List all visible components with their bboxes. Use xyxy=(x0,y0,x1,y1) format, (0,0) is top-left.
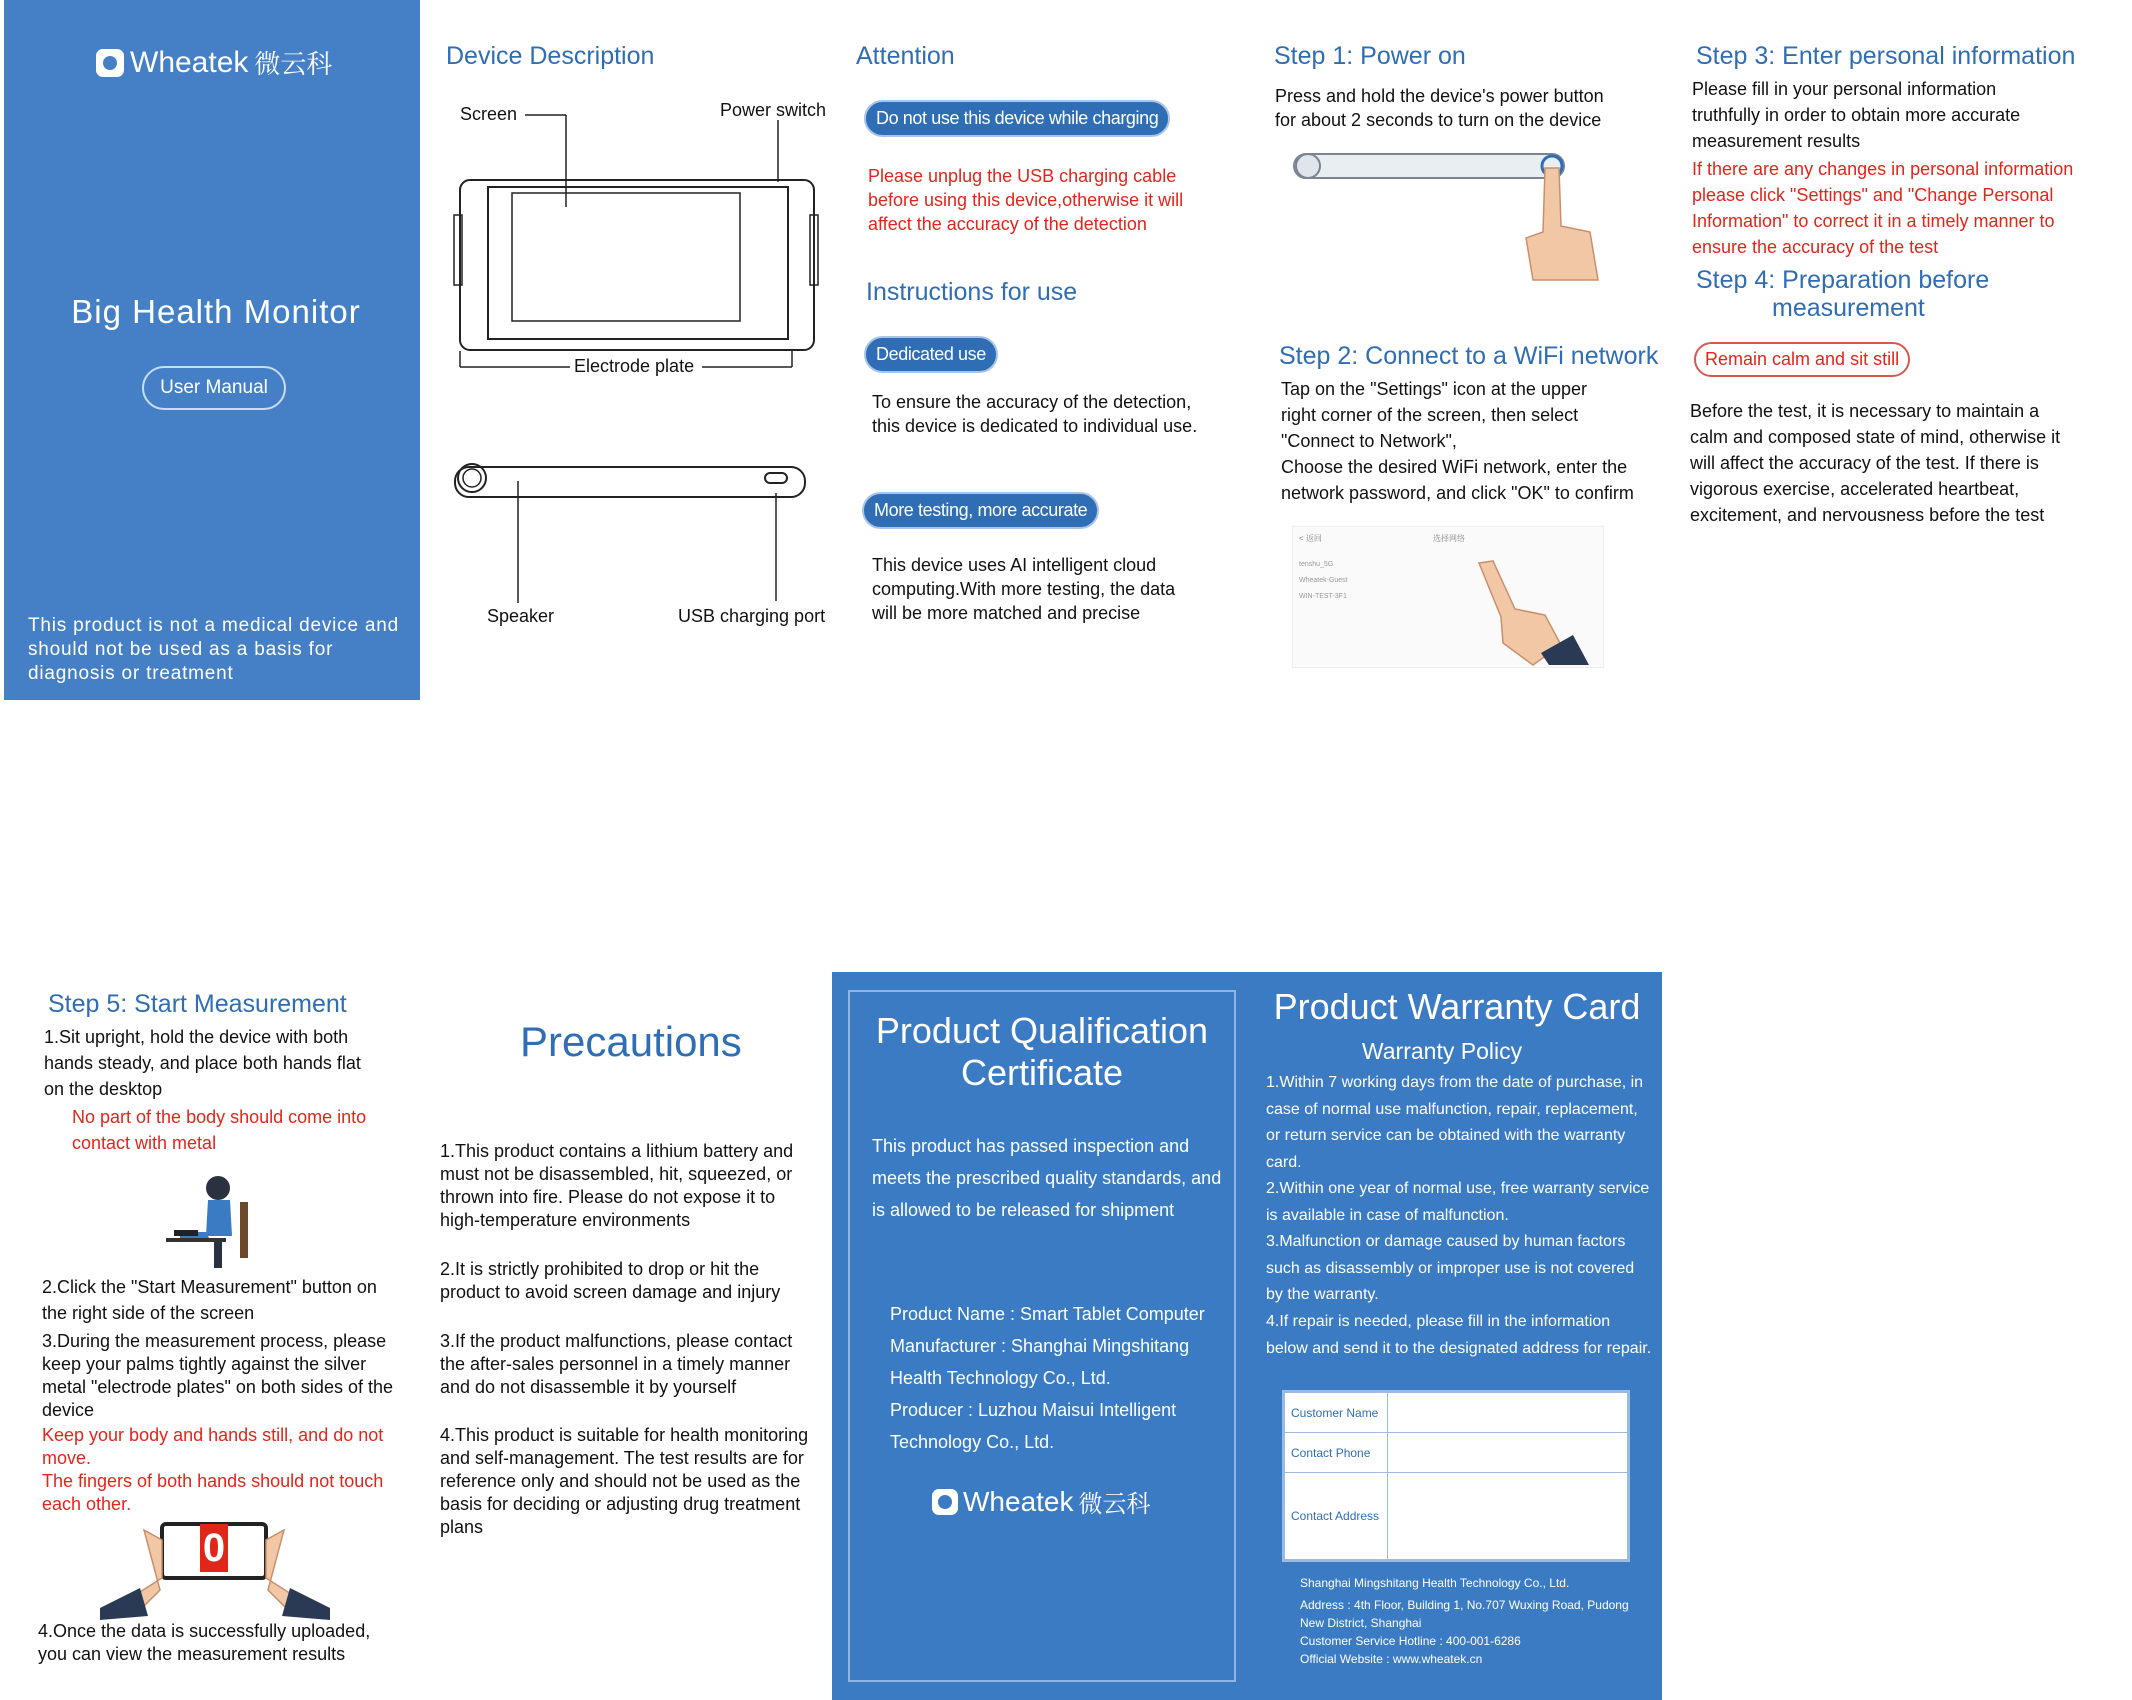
chair xyxy=(240,1202,248,1258)
wheatek-logo-icon xyxy=(96,49,124,77)
certificate-title-line1: Product Qualification xyxy=(875,1010,1209,1051)
power-on-illustration xyxy=(1290,146,1620,286)
warranty-item-4: 4.If repair is needed, please fill in the information below and send it to the designated address for repair. xyxy=(1266,1313,1652,1357)
precautions-heading: Precautions xyxy=(520,1018,742,1065)
speaker-hole xyxy=(458,464,486,492)
contact-phone-field[interactable] xyxy=(1388,1433,1628,1473)
step5-item2: 2.Click the "Start Measurement" button on the right side of the screen xyxy=(42,1277,377,1323)
precaution-item-1: 1.This product contains a lithium battery and must not be disassembled, hit, squeezed, or thrown into fire. Please do not expose it to high-temperature environments xyxy=(440,1141,794,1230)
step4-heading-line1: Step 4: Preparation before xyxy=(1696,266,1990,294)
label-screen: Screen xyxy=(460,104,518,124)
cover-disclaimer: This product is not a medical device and should not be used as a basis for diagnosis or treatment xyxy=(28,615,400,684)
cover-brand-name: Wheatek xyxy=(130,45,249,79)
step2-text1: Tap on the "Settings" icon at the upper right corner of the screen, then select "Connect to Network", xyxy=(1281,379,1587,451)
step4-heading-line2: measurement xyxy=(1772,294,1925,322)
certificate-brand xyxy=(932,1484,1151,1519)
certificate-product-name: Product Name : Smart Tablet Computer xyxy=(890,1304,1205,1324)
contact-address-field[interactable] xyxy=(1388,1473,1628,1560)
dedicated-use-pill: Dedicated use xyxy=(864,336,998,373)
wifi-screen-mock xyxy=(1292,526,1604,668)
warranty-policy-heading: Warranty Policy xyxy=(1361,1038,1523,1064)
attention-heading: Attention xyxy=(856,42,955,70)
instructions-heading: Instructions for use xyxy=(866,278,1078,306)
step5-warning3: The fingers of both hands should not touch each other. xyxy=(42,1471,384,1514)
step5-item3: 3.During the measurement process, please keep your palms tightly against the silver metal "electrode plates" on both sides of the device xyxy=(42,1331,393,1420)
warranty-footer-website: Official Website : www.wheatek.cn xyxy=(1300,1652,1483,1666)
more-testing-text: This device uses AI intelligent cloud computing.With more testing, the data will be more matched and precise xyxy=(872,555,1176,623)
manual-badge: User Manual xyxy=(142,366,286,410)
step4-text: Before the test, it is necessary to maintain a calm and composed state of mind, otherwise it will affect the accuracy of the test. If there is vigorous exercise, accelerated heartbeat, excitement, and nervousness before the test xyxy=(1690,401,2061,525)
hands-holding-device xyxy=(100,1520,330,1620)
dedicated-use-text: To ensure the accuracy of the detection, this device is dedicated to individual use. xyxy=(872,392,1198,436)
precaution-item-3: 3.If the product malfunctions, please contact the after-sales personnel in a timely manner and do not disassemble it by yourself xyxy=(440,1331,793,1397)
step3-warning: If there are any changes in personal information please click "Settings" and "Change Personal Information" to correct it in a timely manner to ensure the accuracy of the test xyxy=(1692,159,2074,257)
certificate-title-line2: Certificate xyxy=(960,1052,1124,1093)
contact-phone-label: Contact Phone xyxy=(1285,1433,1388,1473)
wifi-network-2: Wheatek-Guest xyxy=(1299,577,1348,584)
warranty-item-1: 1.Within 7 working days from the date of purchase, in case of normal use malfunction, repair, replacement, or return service can be obtained with the warranty card. xyxy=(1266,1074,1644,1171)
certificate-producer: Producer : Luzhou Maisui Intelligent Technology Co., Ltd. xyxy=(890,1400,1177,1452)
desk xyxy=(166,1238,226,1242)
tapping-hand-icon xyxy=(1473,557,1603,667)
warranty-footer-address: Address : 4th Floor, Building 1, No.707 Wuxing Road, Pudong New District, Shanghai xyxy=(1300,1598,1629,1630)
attention-warning: Please unplug the USB charging cable before using this device,otherwise it will affect the accuracy of the detection xyxy=(868,166,1184,234)
person-head xyxy=(206,1176,230,1200)
label-electrode-plate: Electrode plate xyxy=(574,356,695,376)
contact-address-label: Contact Address xyxy=(1285,1473,1388,1560)
pointing-hand-icon xyxy=(1526,168,1598,280)
customer-name-label: Customer Name xyxy=(1285,1393,1388,1433)
device-body xyxy=(460,180,814,350)
step2-text2: Choose the desired WiFi network, enter the network password, and click "OK" to confirm xyxy=(1281,457,1634,503)
wifi-network-1: tenshu_5G xyxy=(1299,561,1334,568)
step2-heading: Step 2: Connect to a WiFi network xyxy=(1279,342,1659,370)
warranty-footer-company: Shanghai Mingshitang Health Technology Co., Ltd. xyxy=(1300,1576,1570,1590)
step5-item4: 4.Once the data is successfully uploaded, you can view the measurement results xyxy=(38,1621,371,1664)
step5-warning2: Keep your body and hands still, and do not move. xyxy=(42,1425,384,1468)
label-usb-port: USB charging port xyxy=(678,606,826,626)
precaution-item-4: 4.This product is suitable for health monitoring and self-management. The test results are for reference only and should not be used as the basis for deciding or adjusting drug treatment plans xyxy=(440,1425,809,1537)
cover-brand xyxy=(96,44,332,81)
device-description-heading: Device Description xyxy=(446,42,655,70)
step1-text: Press and hold the device's power button for about 2 seconds to turn on the device xyxy=(1275,86,1604,130)
certificate-manufacturer: Manufacturer : Shanghai Mingshitang Health Technology Co., Ltd. xyxy=(890,1336,1190,1388)
customer-name-field[interactable] xyxy=(1388,1393,1628,1433)
label-power-switch: Power switch xyxy=(720,100,827,120)
certificate-brand-cn: 微云科 xyxy=(1078,1491,1151,1518)
device-screen xyxy=(488,187,788,339)
step5-heading: Step 5: Start Measurement xyxy=(48,990,347,1018)
certificate-text: This product has passed inspection and meets the prescribed quality standards, and is allowed to be released for shipment xyxy=(872,1136,1222,1220)
label-speaker: Speaker xyxy=(487,606,555,626)
wifi-title: 选择网络 xyxy=(1433,534,1465,543)
usb-port xyxy=(765,473,787,483)
wifi-back-label: < 返回 xyxy=(1299,534,1322,543)
certificate-brand-name: Wheatek xyxy=(963,1485,1074,1517)
device-display xyxy=(512,193,740,321)
device-side-view xyxy=(455,467,805,497)
cover-title: Big Health Monitor xyxy=(71,293,361,330)
remain-calm-pill: Remain calm and sit still xyxy=(1694,342,1910,377)
step3-heading: Step 3: Enter personal information xyxy=(1696,42,2076,70)
device-screen-digit: 0 xyxy=(200,1524,228,1572)
device-on-desk xyxy=(174,1230,198,1236)
sitting-person-illustration xyxy=(160,1172,270,1272)
step1-heading: Step 1: Power on xyxy=(1274,42,1466,70)
wheatek-logo-icon xyxy=(932,1489,958,1515)
device-side-illustration xyxy=(1294,154,1564,178)
precaution-item-2: 2.It is strictly prohibited to drop or hit the product to avoid screen damage and injury xyxy=(440,1259,781,1302)
wifi-network-3: WIN-TEST-3F1 xyxy=(1299,593,1347,600)
more-testing-pill: More testing, more accurate xyxy=(862,492,1099,529)
warranty-item-3: 3.Malfunction or damage caused by human factors such as disassembly or improper use is not covered by the warranty. xyxy=(1266,1233,1635,1303)
cover-brand-cn: 微云科 xyxy=(254,49,333,79)
warranty-form xyxy=(1282,1390,1630,1562)
warranty-item-2: 2.Within one year of normal use, free warranty service is available in case of malfunction. xyxy=(1266,1180,1650,1224)
attention-pill: Do not use this device while charging xyxy=(864,100,1170,137)
step5-item1: 1.Sit upright, hold the device with both hands steady, and place both hands flat on the desktop xyxy=(44,1027,361,1099)
warranty-footer-hotline: Customer Service Hotline : 400-001-6286 xyxy=(1300,1634,1521,1648)
step3-text: Please fill in your personal information truthfully in order to obtain more accurate measurement results xyxy=(1692,79,2021,151)
step5-warning1: No part of the body should come into contact with metal xyxy=(72,1107,367,1153)
warranty-title: Product Warranty Card xyxy=(1273,986,1641,1027)
cover-panel xyxy=(4,0,420,700)
